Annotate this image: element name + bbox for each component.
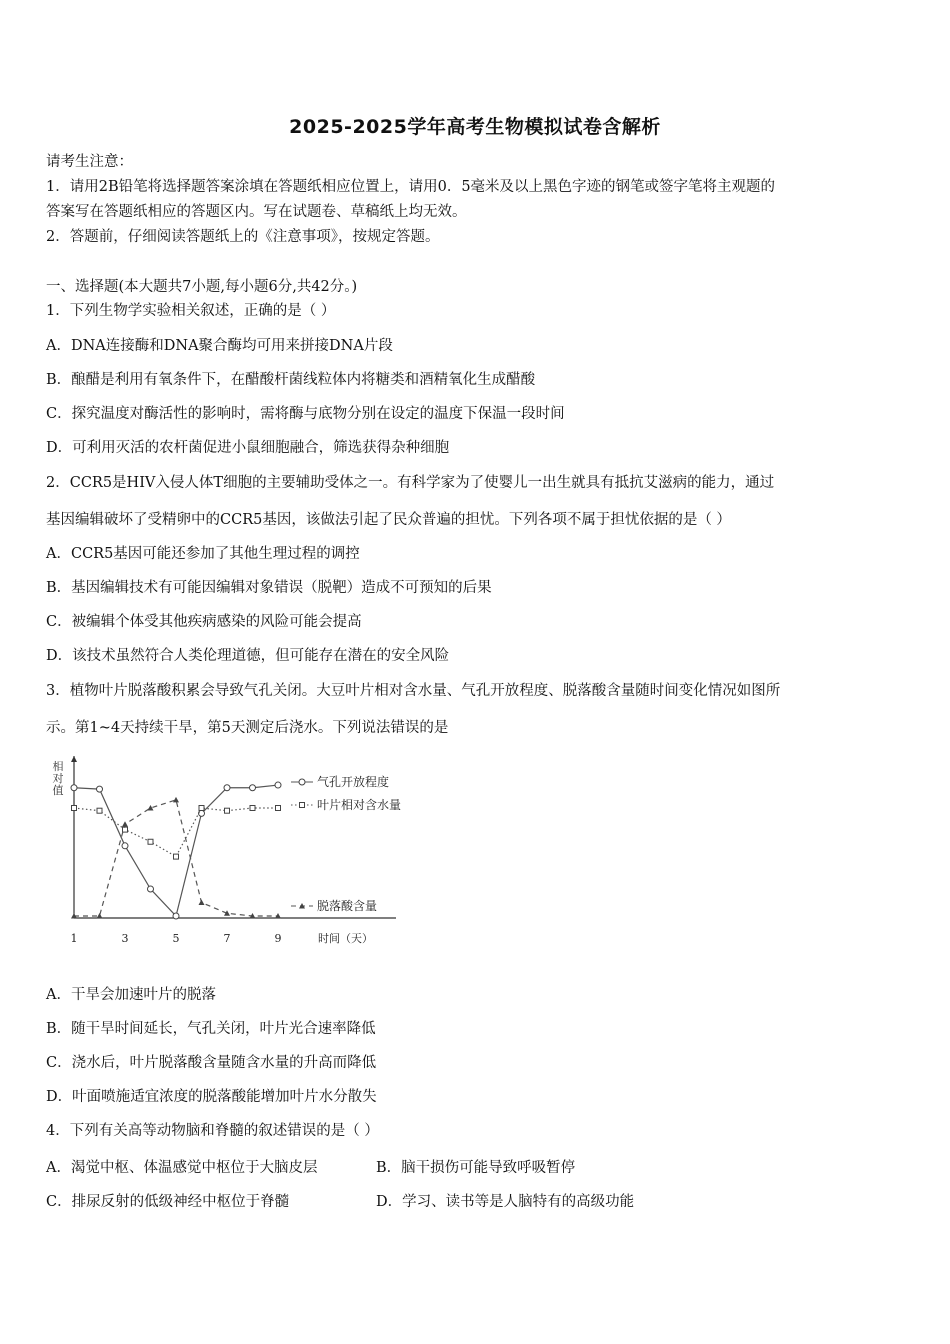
x-tick-label: 5 (172, 932, 180, 945)
data-point-square (225, 808, 230, 813)
series-triangle (71, 797, 377, 919)
legend-label: 气孔开放程度 (317, 775, 390, 789)
data-point-square (174, 854, 179, 859)
q4-option-b: B．脑干损伤可能导致呼吸暂停 (376, 1160, 576, 1176)
q1-option-b: B．酿醋是利用有氧条件下，在醋酸杆菌线粒体内将糖类和酒精氧化生成醋酸 (46, 372, 536, 388)
series-circle (71, 774, 389, 919)
data-point-square (123, 827, 128, 832)
q4-stem: 4．下列有关高等动物脑和脊髓的叙述错误的是（ ） (46, 1123, 379, 1139)
notice-heading: 请考生注意： (46, 154, 133, 170)
q3-stem-line-1: 3．植物叶片脱落酸积累会导致气孔关闭。大豆叶片相对含水量、气孔开放程度、脱落酸含量随时间变化情况如图所 (46, 683, 781, 699)
q3-stem-line-2: 示。第1~4天持续干旱，第5天测定后浇水。下列说法错误的是 (46, 720, 449, 736)
notice-item-2: 2．答题前，仔细阅读答题纸上的《注意事项》，按规定答题。 (46, 229, 440, 245)
data-point-circle (299, 779, 305, 785)
chart-series (71, 774, 401, 919)
q2-stem-line-2: 基因编辑破坏了受精卵中的CCR5基因，该做法引起了民众普遍的担忧。下列各项不属于担忧依据的是（ ） (46, 512, 731, 528)
data-point-circle (148, 886, 154, 892)
q1-option-c: C．探究温度对酶活性的影响时，需将酶与底物分别在设定的温度下保温一段时间 (46, 406, 565, 422)
x-axis-label: 时间（天） (318, 932, 373, 945)
line-chart (46, 748, 406, 953)
data-point-square (276, 806, 281, 811)
q1-stem: 1．下列生物学实验相关叙述，正确的是（ ） (46, 303, 336, 319)
x-tick-label: 9 (274, 932, 282, 945)
series-line (74, 808, 278, 857)
q4-option-a: A．渴觉中枢、体温感觉中枢位于大脑皮层 (46, 1160, 318, 1176)
q2-option-a: A．CCR5基因可能还参加了其他生理过程的调控 (46, 546, 360, 562)
data-point-square (97, 808, 102, 813)
q2-option-d: D．该技术虽然符合人类伦理道德，但可能存在潜在的安全风险 (46, 648, 450, 664)
data-point-circle (275, 782, 281, 788)
y-axis-label: 相对值 (52, 760, 64, 797)
data-point-circle (224, 785, 230, 791)
page-title: 2025-2025学年高考生物模拟试卷含解析 (289, 116, 661, 138)
series-square (72, 797, 402, 859)
x-tick-label: 3 (121, 932, 129, 945)
q3-option-d: D．叶面喷施适宜浓度的脱落酸能增加叶片水分散失 (46, 1089, 377, 1105)
notice-item-1-line-2: 答案写在答题纸相应的答题区内。写在试题卷、草稿纸上均无效。 (46, 204, 467, 220)
data-point-square (250, 806, 255, 811)
legend-label: 脱落酸含量 (317, 899, 378, 913)
data-point-circle (250, 785, 256, 791)
data-point-square (300, 803, 305, 808)
data-point-triangle (97, 913, 103, 919)
q3-option-a: A．干旱会加速叶片的脱落 (46, 987, 216, 1003)
q4-option-c: C．排尿反射的低级神经中枢位于脊髓 (46, 1194, 290, 1210)
q2-stem-line-1: 2．CCR5是HIV入侵人体T细胞的主要辅助受体之一。有科学家为了使婴儿一出生就具有抵抗艾滋病的能力，通过 (46, 475, 775, 491)
legend-label: 叶片相对含水量 (317, 798, 402, 812)
section-heading: 一、选择题(本大题共7小题,每小题6分,共42分。) (46, 279, 358, 295)
q2-option-c: C．被编辑个体受其他疾病感染的风险可能会提高 (46, 614, 362, 630)
data-point-circle (71, 785, 77, 791)
data-point-triangle (122, 821, 128, 827)
data-point-circle (199, 810, 205, 816)
q1-option-a: A．DNA连接酶和DNA聚合酶均可用来拼接DNA片段 (46, 338, 393, 354)
y-axis-arrow (71, 756, 77, 762)
data-point-circle (173, 913, 179, 919)
data-point-square (148, 839, 153, 844)
q4-option-d: D．学习、读书等是人脑特有的高级功能 (376, 1194, 635, 1210)
data-point-circle (97, 786, 103, 792)
x-tick-label: 1 (70, 932, 78, 945)
data-point-triangle (173, 797, 179, 803)
q1-option-d: D．可利用灭活的农杆菌促进小鼠细胞融合，筛选获得杂种细胞 (46, 440, 450, 456)
q3-option-b: B．随干旱时间延长，气孔关闭，叶片光合速率降低 (46, 1021, 376, 1037)
data-point-square (72, 806, 77, 811)
q3-option-c: C．浇水后，叶片脱落酸含量随含水量的升高而降低 (46, 1055, 377, 1071)
data-point-triangle (199, 900, 205, 906)
q2-option-b: B．基因编辑技术有可能因编辑对象错误（脱靶）造成不可预知的后果 (46, 580, 492, 596)
x-tick-label: 7 (223, 932, 231, 945)
notice-item-1-line-1: 1．请用2B铅笔将选择题答案涂填在答题纸相应位置上，请用0．5毫米及以上黑色字迹的钢笔或签字笔将主观题的 (46, 179, 776, 195)
data-point-circle (122, 843, 128, 849)
data-point-square (199, 806, 204, 811)
